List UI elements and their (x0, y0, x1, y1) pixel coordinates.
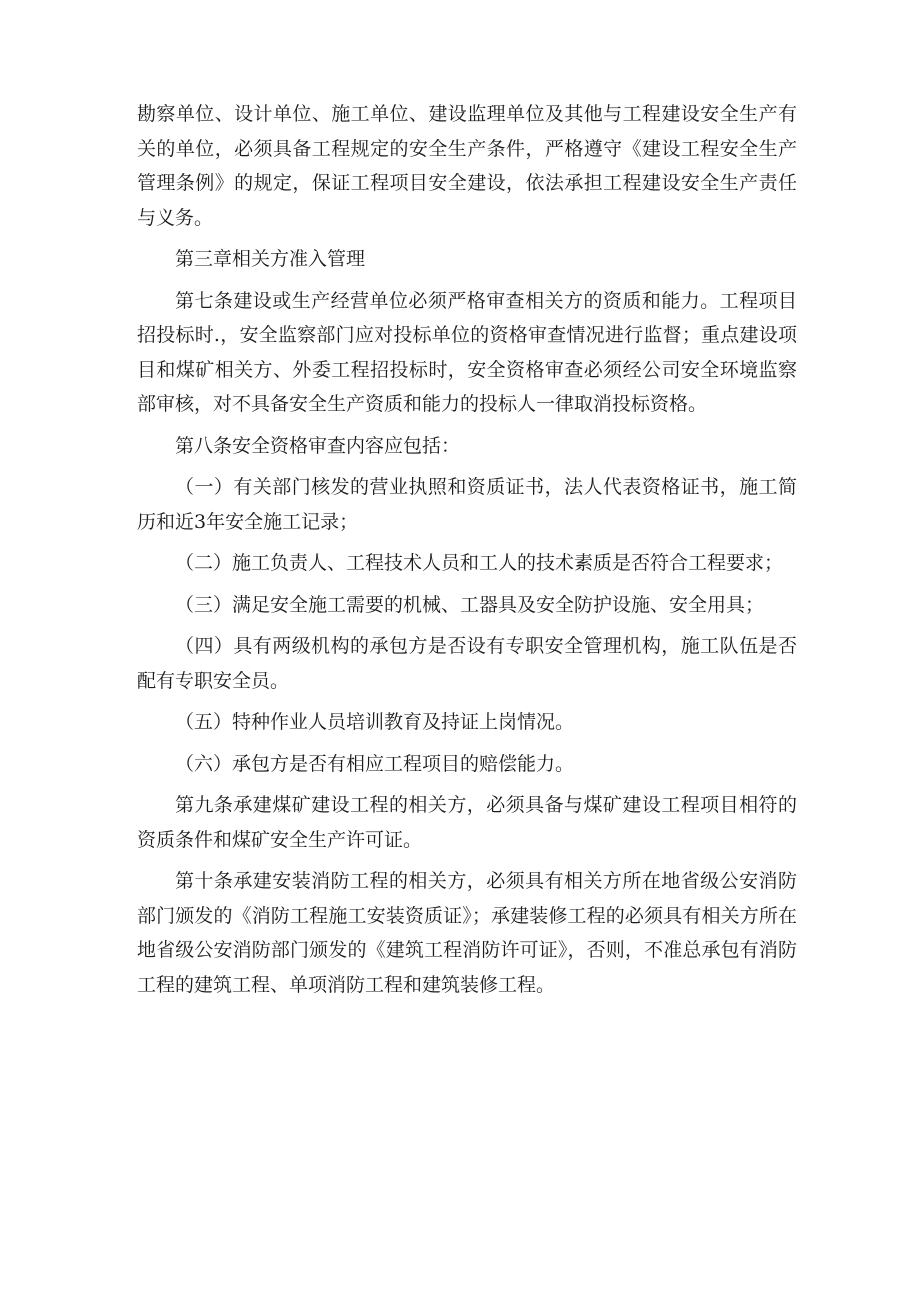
article-8: 第八条安全资格审查内容应包括： (175, 434, 461, 457)
article-8-item-3: （三）满足安全施工需要的机械、工器具及安全防护设施、安全用具； (175, 593, 765, 616)
article-8-item-5: （五）特种作业人员培训教育及持证上岗情况。 (175, 711, 575, 733)
article-8-item-1: （一）有关部门核发的营业执照和资质证书，法人代表资格证书，施工简历和近3年安全施工记录； (137, 476, 797, 533)
article-10: 第十条承建安装消防工程的相关方，必须具有相关方所在地省级公安消防部门颁发的《消防工程施工安装资质证》；承建装修工程的必须具有相关方所在地省级公安消防部门颁发的《建筑工程消防许可证》，否则，不准总承包有消防工程的建筑工程、单项消防工程和建筑装修工程。 (137, 870, 797, 996)
article-7: 第七条建设或生产经营单位必须严格审查相关方的资质和能力。工程项目招投标时.，安全监察部门应对投标单位的资格审查情况进行监督；重点建设项目和煤矿相关方、外委工程招投标时，安全资格审查必须经公司安全环境监察部审核，对不具备安全生产资质和能力的投标人一律取消投标资格。 (137, 289, 797, 415)
chapter-heading: 第三章相关方准入管理 (175, 248, 366, 270)
article-9: 第九条承建煤矿建设工程的相关方，必须具备与煤矿建设工程项目相符的资质条件和煤矿安全生产许可证。 (137, 794, 797, 851)
paragraph-continuation: 勘察单位、设计单位、施工单位、建设监理单位及其他与工程建设安全生产有关的单位，必须具备工程规定的安全生产条件，严格遵守《建设工程安全生产管理条例》的规定，保证工程项目安全建设，依法承担工程建设安全生产责任与义务。 (137, 103, 797, 229)
document-body (137, 97, 797, 1002)
article-8-item-6: （六）承包方是否有相应工程项目的赔偿能力。 (175, 752, 575, 775)
article-8-item-4: （四）具有两级机构的承包方是否设有专职安全管理机构，施工队伍是否配有专职安全员。 (137, 635, 797, 692)
article-8-item-2: （二）施工负责人、工程技术人员和工人的技术素质是否符合工程要求； (175, 552, 784, 574)
